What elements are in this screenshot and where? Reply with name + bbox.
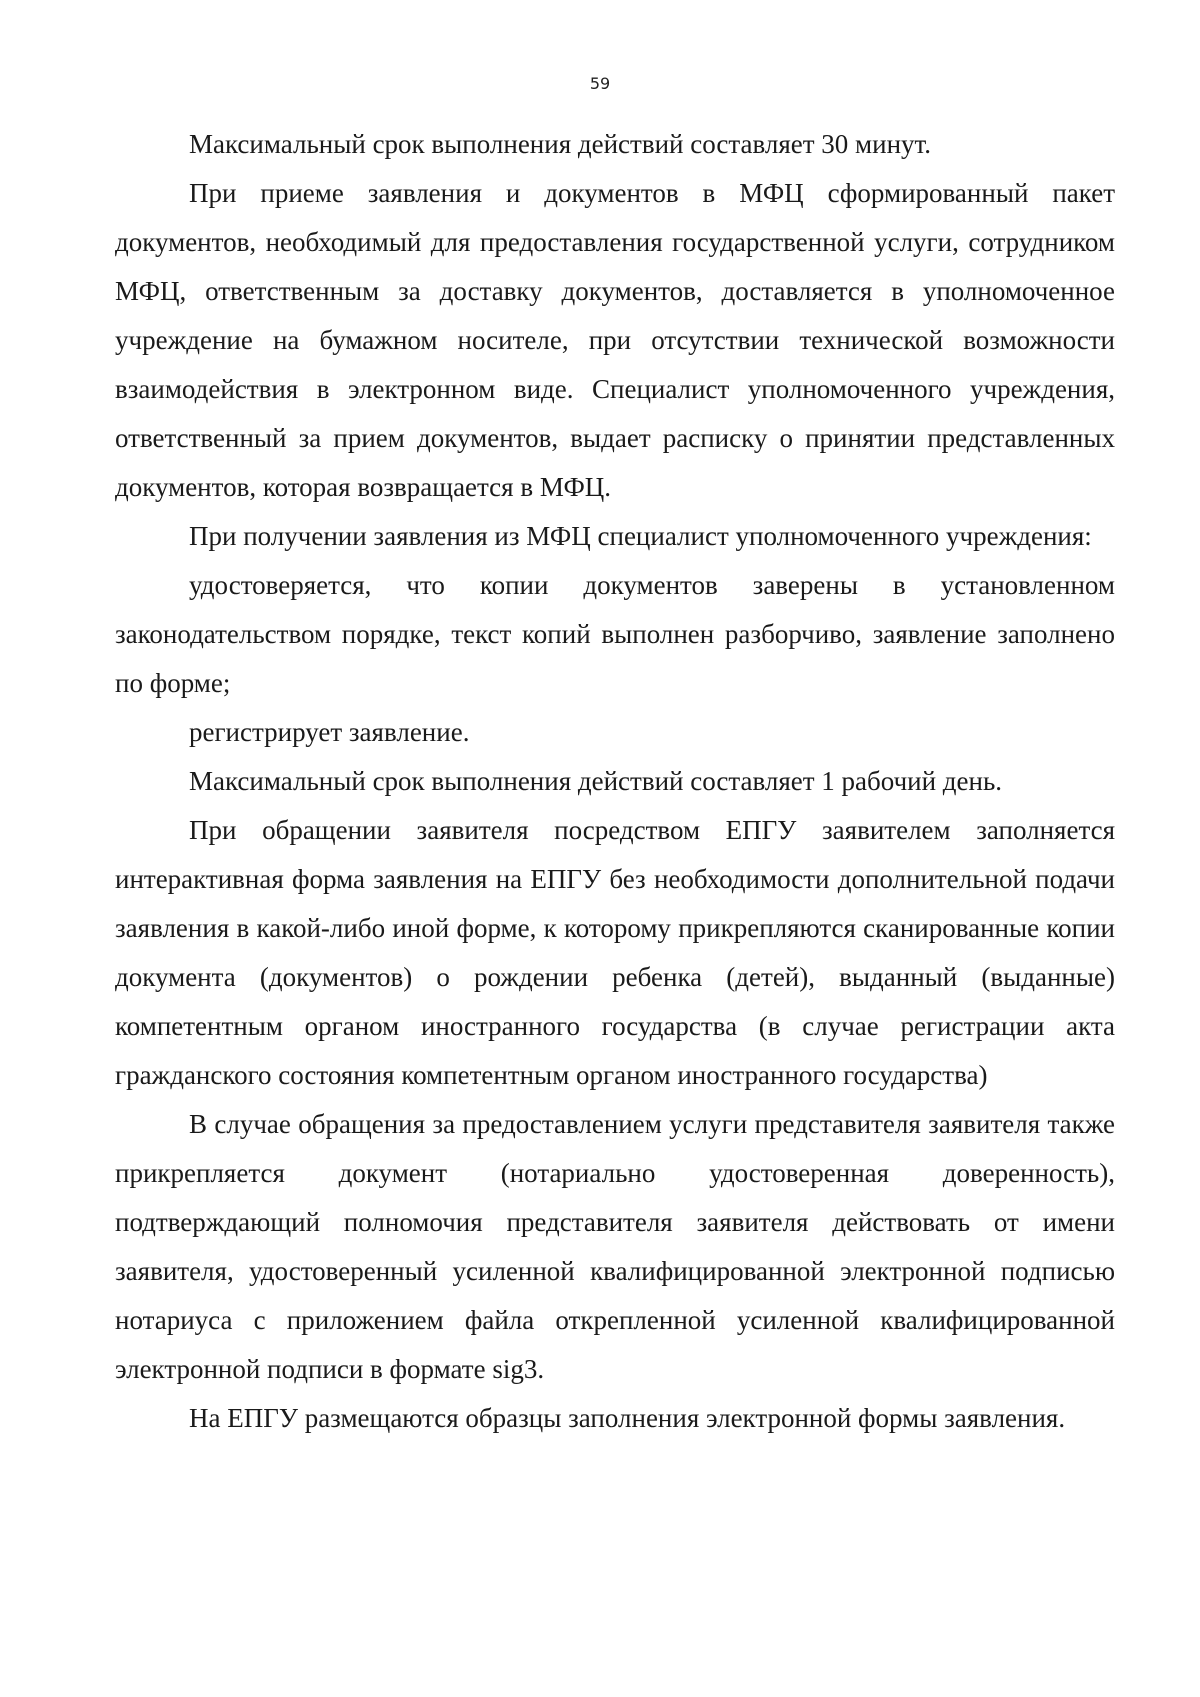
paragraph-verifies-copies: удостоверяется, что копии документов заверены в установленном законодательством порядке, текст копий выполнен разборчиво, заявление заполнено по форме; (115, 570, 1115, 698)
paragraph-registers-application: регистрирует заявление. (189, 717, 470, 747)
paragraph-mfc-reception: При приеме заявления и документов в МФЦ сформированный пакет документов, необходимый для предоставления государственной услуги, сотрудником МФЦ, ответственным за доставку документов, доставляется в уполномоченное учреждение на бумажном носителе, при отсутствии технической возможности взаимодействия в электронном виде. Специалист уполномоченного учреждения, ответственный за прием документов, выдает расписку о принятии представленных документов, которая возвращается в МФЦ. (115, 178, 1115, 502)
document-body (115, 120, 1115, 1443)
paragraph-max-time-1-day: Максимальный срок выполнения действий составляет 1 рабочий день. (189, 766, 1003, 796)
paragraph-epgu-application: При обращении заявителя посредством ЕПГУ заявителем заполняется интерактивная форма заявления на ЕПГУ без необходимости дополнительной подачи заявления в какой-либо иной форме, к которому прикрепляются сканированные копии документа (документов) о рождении ребенка (детей), выданный (выданные) компетентным органом иностранного государства (в случае регистрации акта гражданского состояния компетентным органом иностранного государства) (115, 815, 1115, 1090)
paragraph-max-time-30-min: Максимальный срок выполнения действий составляет 30 минут. (189, 129, 932, 159)
paragraph-representative: В случае обращения за предоставлением услуги представителя заявителя также прикрепляется документ (нотариально удостоверенная доверенность), подтверждающий полномочия представителя заявителя действовать от имени заявителя, удостоверенный усиленной квалифицированной электронной подписью нотариуса с приложением файла открепленной усиленной квалифицированной электронной подписи в формате sig3. (115, 1109, 1115, 1384)
paragraph-epgu-samples: На ЕПГУ размещаются образцы заполнения электронной формы заявления. (189, 1403, 1066, 1433)
paragraph-receiving-from-mfc: При получении заявления из МФЦ специалист уполномоченного учреждения: (189, 521, 1092, 551)
page-number: 59 (589, 74, 611, 93)
